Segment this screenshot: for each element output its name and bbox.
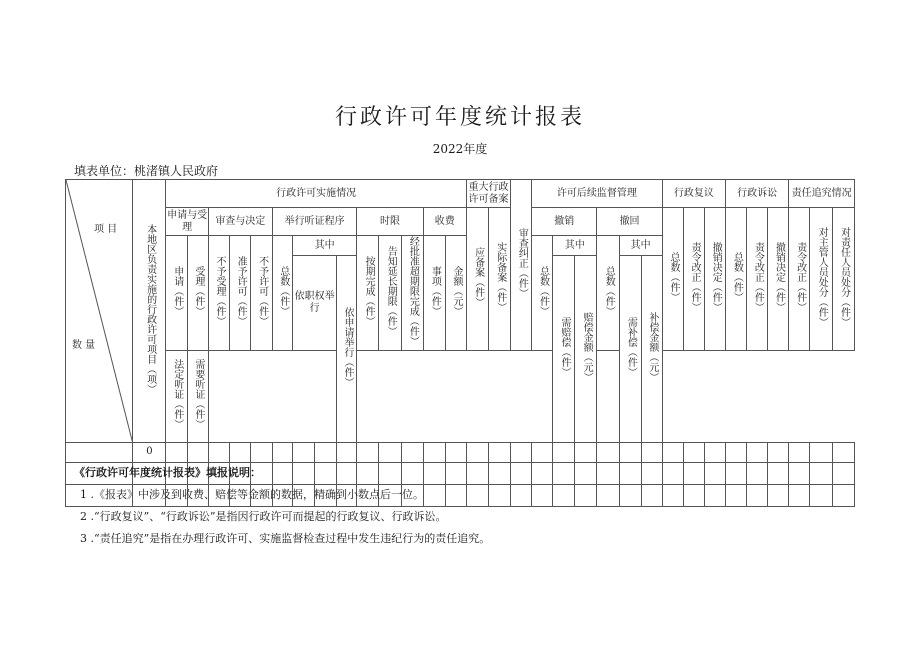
filling-unit: 填表单位：桃渚镇人民政府 [74, 164, 219, 178]
corner-cell [66, 180, 133, 443]
header-revoke: 撤销 [532, 208, 597, 236]
header-fee-items: 事项（件） [423, 236, 445, 351]
header-should-file: 应备案（件） [466, 208, 488, 351]
report-title: 行政许可年度统计报表 [334, 105, 585, 130]
header-apply: 申请（件） [166, 236, 187, 351]
header-admin-litigation: 行政诉讼 [726, 180, 789, 208]
header-review-correct: 审查纠正（件） [511, 180, 532, 351]
header-withdraw-of-which: 其中 [619, 236, 662, 256]
notes-title: 《行政许可年度统计报表》填报说明： [74, 466, 261, 479]
header-withdraw-total: 总数（件） [597, 236, 619, 351]
header-lit-revoke: 撤销决定（件） [768, 208, 789, 351]
header-withdraw: 撤回 [597, 208, 662, 236]
corner-quantity-label: 数 量 [72, 340, 96, 351]
header-acc-person: 对责任人员处分（件） [832, 208, 854, 351]
header-notify-extend: 告知延长期限（件） [379, 236, 401, 351]
header-withdraw-comp: 需补偿（件） [619, 256, 641, 443]
header-acc-manager: 对主管人员处分（件） [810, 208, 832, 351]
header-accountability: 责任追究情况 [789, 180, 855, 208]
header-admin-review: 行政复议 [662, 180, 725, 208]
header-revoke-comp: 需赔偿（件） [553, 256, 575, 443]
header-not-accept: 不予受理（件） [208, 236, 229, 351]
statistics-table [65, 179, 855, 507]
header-review-decide: 审查与决定 [208, 208, 272, 236]
note-item-1: 1 .《报表》中涉及到收费、赔偿等金额的数据，精确到小数点后一位。 [80, 488, 424, 501]
header-supervision: 许可后续监督管理 [532, 180, 663, 208]
filling-notes [74, 462, 491, 550]
report-year: 2022年度 [432, 142, 488, 156]
header-deadline: 时限 [357, 208, 423, 236]
header-need-hearing: 需要听证（件） [187, 350, 208, 442]
header-major-filing: 重大行政许可备案 [466, 180, 510, 208]
corner-diagonal [66, 180, 132, 442]
header-accept: 受理（件） [187, 236, 208, 351]
header-implementation: 行政许可实施情况 [166, 180, 466, 208]
header-on-time: 按期完成（件） [357, 236, 379, 351]
header-fee-amount: 金额（元） [445, 236, 466, 351]
header-acc-order: 责令改正（件） [789, 208, 810, 351]
header-hearing-of-which: 其中 [293, 236, 357, 256]
header-apply-accept: 申请与受理 [166, 208, 208, 236]
header-hearing-by-duty: 依职权举行 [293, 256, 337, 351]
header-actual-file: 实际备案（件） [488, 208, 510, 351]
header-review-order: 责令改正（件） [683, 208, 704, 351]
header-revoke-total: 总数（件） [532, 236, 553, 351]
local-items-value: 0 [133, 442, 166, 462]
header-fee: 收费 [423, 208, 466, 236]
header-hearing: 举行听证程序 [272, 208, 356, 236]
header-review-total: 总数（件） [662, 208, 683, 351]
header-approved-over: 经批准超期限完成（件） [401, 236, 423, 351]
table-row [66, 442, 855, 462]
header-hearing-total: 总数（件） [272, 236, 292, 351]
header-lit-total: 总数（件） [726, 208, 747, 351]
header-legal-hearing: 法定听证（件） [166, 350, 187, 442]
header-grant: 准予许可（件） [229, 236, 250, 351]
corner-project-label: 项 目 [94, 224, 118, 235]
header-revoke-of-which: 其中 [553, 236, 597, 256]
header-lit-order: 责令改正（件） [747, 208, 768, 351]
header-withdraw-comp-amt: 补偿金额（元） [641, 256, 662, 443]
note-item-2: 2 .“行政复议”、“行政诉讼”是指因行政许可而提起的行政复议、行政诉讼。 [80, 510, 447, 523]
header-revoke-comp-amt: 赔偿金额（元） [575, 256, 597, 443]
header-local-items: 本地区负责实施的行政许可项目（项） [133, 180, 166, 443]
header-by-request: 依申请举行（件） [337, 256, 357, 443]
note-item-3: 3 .“责任追究”是指在办理行政许可、实施监督检查过程中发生违纪行为的责任追究。 [80, 532, 491, 545]
header-deny: 不予许可（件） [250, 236, 272, 351]
header-review-revoke: 撤销决定（件） [704, 208, 725, 351]
